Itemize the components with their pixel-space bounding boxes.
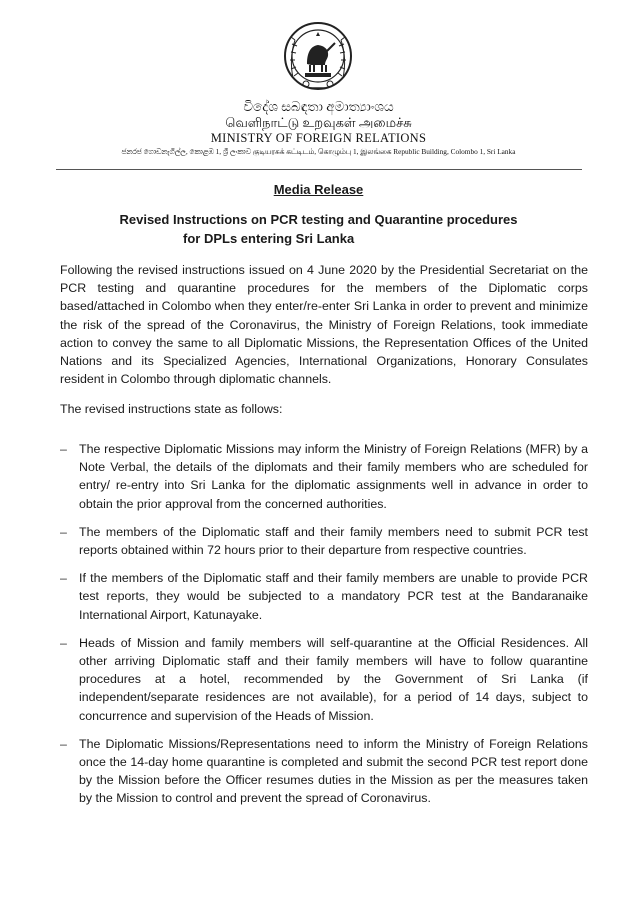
list-item <box>60 634 588 725</box>
list-item <box>60 440 588 513</box>
list-item <box>60 523 588 559</box>
intro-paragraph: Following the revised instructions issued on 4 June 2020 by the Presidential Secretariat on the PCR testing and quarantine procedures for the members of the Diplomatic corps based/attached in Colombo when they enter/re-enter Sri Lanka in order to prevent and minimize the risk of the spread of the Coronavirus, the Ministry of Foreign Relations, took immediate action to convey the same to all Diplomatic Missions, the Representation Offices of the United Nations and its Specialized Agencies, International Organizations, Honorary Consulates resident in Colombo through diplomatic channels. <box>60 263 588 387</box>
ministry-name-tamil: வெளிநாட்டு உறவுகள் அமைச்சு <box>225 115 412 130</box>
national-emblem-icon <box>281 18 355 96</box>
list-item <box>60 735 588 808</box>
dash-bullet-icon: – <box>60 571 67 586</box>
media-release-label: Media Release <box>273 182 364 197</box>
release-title-line1: Revised Instructions on PCR testing and Quarantine procedures <box>119 212 518 227</box>
list-item <box>60 569 588 624</box>
instructions-list <box>60 440 588 818</box>
list-item-text: Heads of Mission and family members will self-quarantine at the Official Residences. All other arriving Diplomatic staff and their family members will have to follow quarantine procedures at a hotel, recommended by the Government of Sri Lanka (if independent/separate residences are not available), for a period of 14 days, subject to concurrence and supervision of the Heads of Mission. <box>79 635 588 723</box>
release-title-line2: for DPLs entering Sri Lanka <box>183 231 355 246</box>
dash-bullet-icon: – <box>60 635 67 650</box>
list-item-text: If the members of the Diplomatic staff and their family members are unable to provide PCR test reports, they would be subjected to a mandatory PCR test at the Bandaranaike International Airport, Katunayake. <box>79 571 588 622</box>
ministry-address: ජනරජ ගොඩනැගිල්ල, කොළඹ 1, ශ්‍රී ලංකාව குடியரசுக் கட்டிடம், கொழும்பு 1, இலங்கை Republic Building, Colombo 1, Sri Lanka <box>121 147 516 156</box>
list-item-text: The Diplomatic Missions/Representations need to inform the Ministry of Foreign Relations once the 14-day home quarantine is completed and submit the second PCR test report done by the Mission before the Officer resumes duties in the Mission as per the measures taken by the Mission to control and prevent the spread of Coronavirus. <box>79 736 588 806</box>
list-item-text: The respective Diplomatic Missions may inform the Ministry of Foreign Relations (MFR) by a Note Verbal, the details of the diplomats and their family members who are scheduled for entry/ re-entry into Sri Lanka for the diplomatic assignments well in advance in order to obtain the prior approval from the concerned authorities. <box>79 442 588 511</box>
dash-bullet-icon: – <box>60 736 67 751</box>
letterhead-divider <box>56 169 582 170</box>
ministry-name-sinhala: විදේශ සබඳතා අමාත්‍යාංශය <box>243 99 394 114</box>
dash-bullet-icon: – <box>60 524 67 539</box>
instructions-lead-in: The revised instructions state as follows: <box>60 402 283 416</box>
list-item-text: The members of the Diplomatic staff and their family members need to submit PCR test reports obtained within 72 hours prior to their departure from respective countries. <box>79 524 588 558</box>
ministry-name-english: MINISTRY OF FOREIGN RELATIONS <box>210 131 427 145</box>
dash-bullet-icon: – <box>60 442 67 456</box>
